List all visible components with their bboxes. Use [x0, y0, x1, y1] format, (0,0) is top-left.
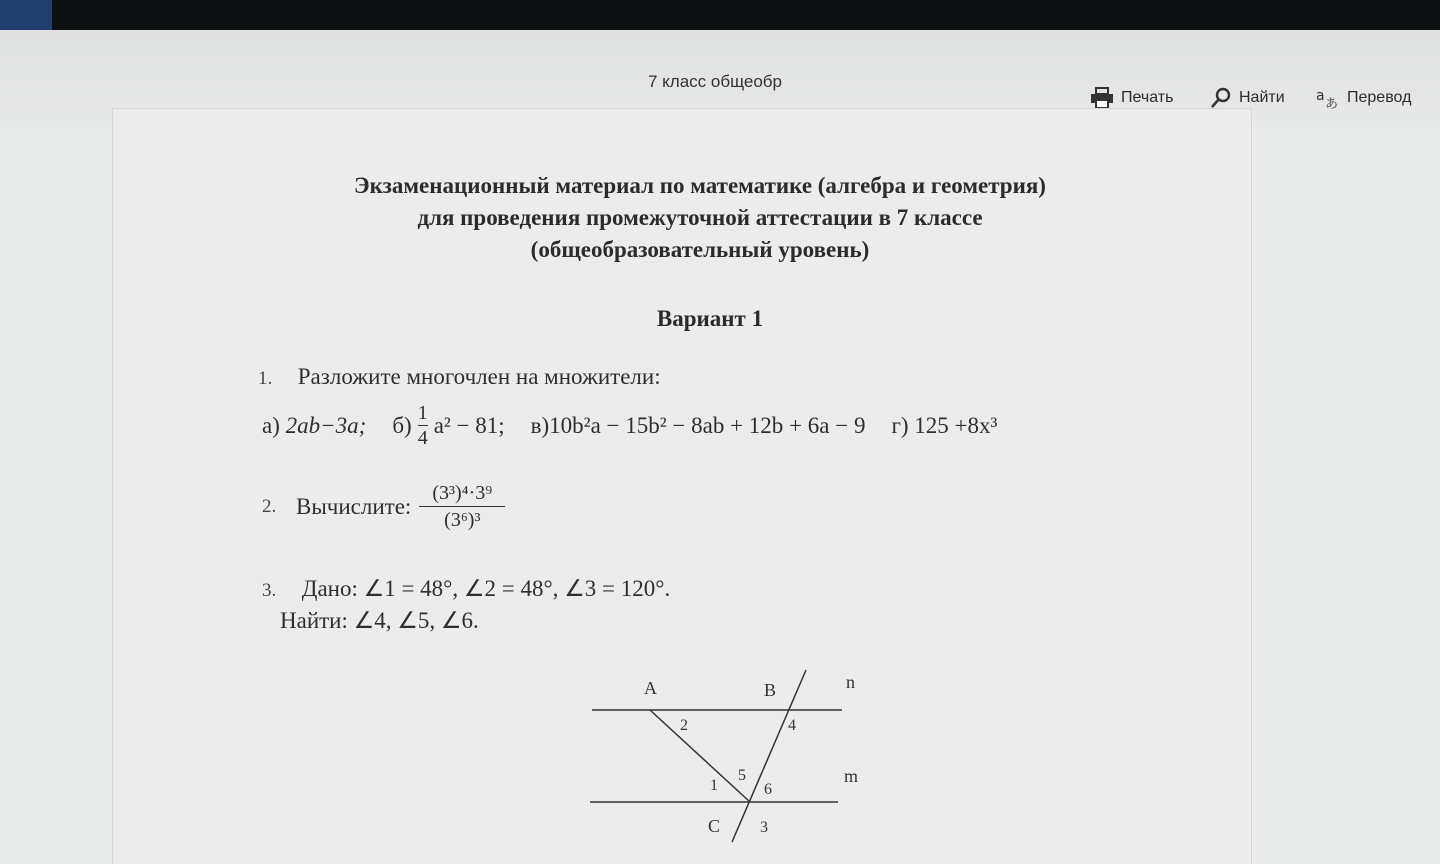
printer-icon — [1090, 87, 1114, 109]
part-b-rest: a² − 81; — [433, 412, 505, 438]
line-m-label: m — [844, 766, 859, 786]
geometry-figure — [580, 660, 880, 860]
part-b — [392, 402, 504, 449]
heading-line-3: (общеобразовательный уровень) — [530, 237, 870, 262]
task-1-text: Разложите многочлен на множители: — [297, 364, 661, 389]
svg-text:a: a — [1316, 88, 1325, 104]
angle-1-label: 1 — [710, 777, 718, 794]
translate-icon — [1316, 86, 1340, 110]
monitor-bezel — [0, 0, 1440, 30]
task-2-fraction — [419, 480, 505, 533]
part-b-fraction — [418, 402, 428, 449]
angle-3-label: 3 — [760, 819, 768, 836]
line-n-label: n — [846, 672, 855, 692]
task-2 — [262, 480, 505, 533]
task-2-text: Вычислите: — [296, 493, 412, 519]
angle-2-label: 2 — [680, 717, 688, 734]
translate-button[interactable] — [1316, 84, 1411, 112]
document-title: 7 класс общеобр — [648, 72, 782, 91]
part-b-numerator: 1 — [417, 402, 428, 424]
point-a-label: A — [644, 678, 657, 698]
variant-title: Вариант 1 — [656, 306, 764, 331]
task-3-find: Найти: ∠4, ∠5, ∠6. — [280, 608, 479, 633]
task-3-given: Дано: ∠1 = 48°, ∠2 = 48°, ∠3 = 120°. — [301, 576, 671, 601]
task-2-numerator: (3³)⁴·3⁹ — [432, 482, 493, 504]
part-c: в)10b²a − 15b² − 8ab + 12b + 6a − 9 — [530, 412, 866, 438]
heading-line-2: для проведения промежуточной аттестации в 7 классе — [417, 205, 983, 230]
angle-4-label: 4 — [788, 717, 796, 734]
transversal-ac — [650, 710, 750, 802]
search-icon — [1210, 87, 1232, 109]
task-3-number: 3. — [262, 580, 277, 601]
heading-line-1: Экзаменационный материал по математике (алгебра и геометрия) — [354, 173, 1046, 198]
angle-6-label: 6 — [764, 781, 772, 798]
task-1-number: 1. — [258, 368, 273, 389]
taskbar-corner — [0, 0, 52, 30]
angle-5-label: 5 — [738, 767, 746, 784]
point-c-label: C — [708, 816, 721, 836]
task-3 — [262, 576, 670, 602]
svg-text:あ: あ — [1325, 97, 1339, 110]
translate-label: Перевод — [1347, 89, 1412, 106]
task-1-parts — [262, 402, 1023, 449]
part-d: г) 125 +8x³ — [891, 412, 998, 438]
part-a — [262, 413, 366, 439]
point-b-label: B — [764, 680, 777, 700]
document-heading — [240, 170, 1160, 266]
part-b-label: б) — [392, 412, 412, 438]
task-2-denominator: (3⁶)³ — [444, 509, 481, 531]
part-b-denominator: 4 — [417, 427, 428, 449]
task-1 — [258, 364, 661, 390]
find-label: Найти — [1239, 89, 1285, 106]
task-2-number: 2. — [262, 495, 277, 517]
print-label: Печать — [1121, 89, 1174, 106]
part-a-label: а) — [262, 412, 280, 438]
part-a-expr: 2ab−3a; — [285, 412, 367, 438]
